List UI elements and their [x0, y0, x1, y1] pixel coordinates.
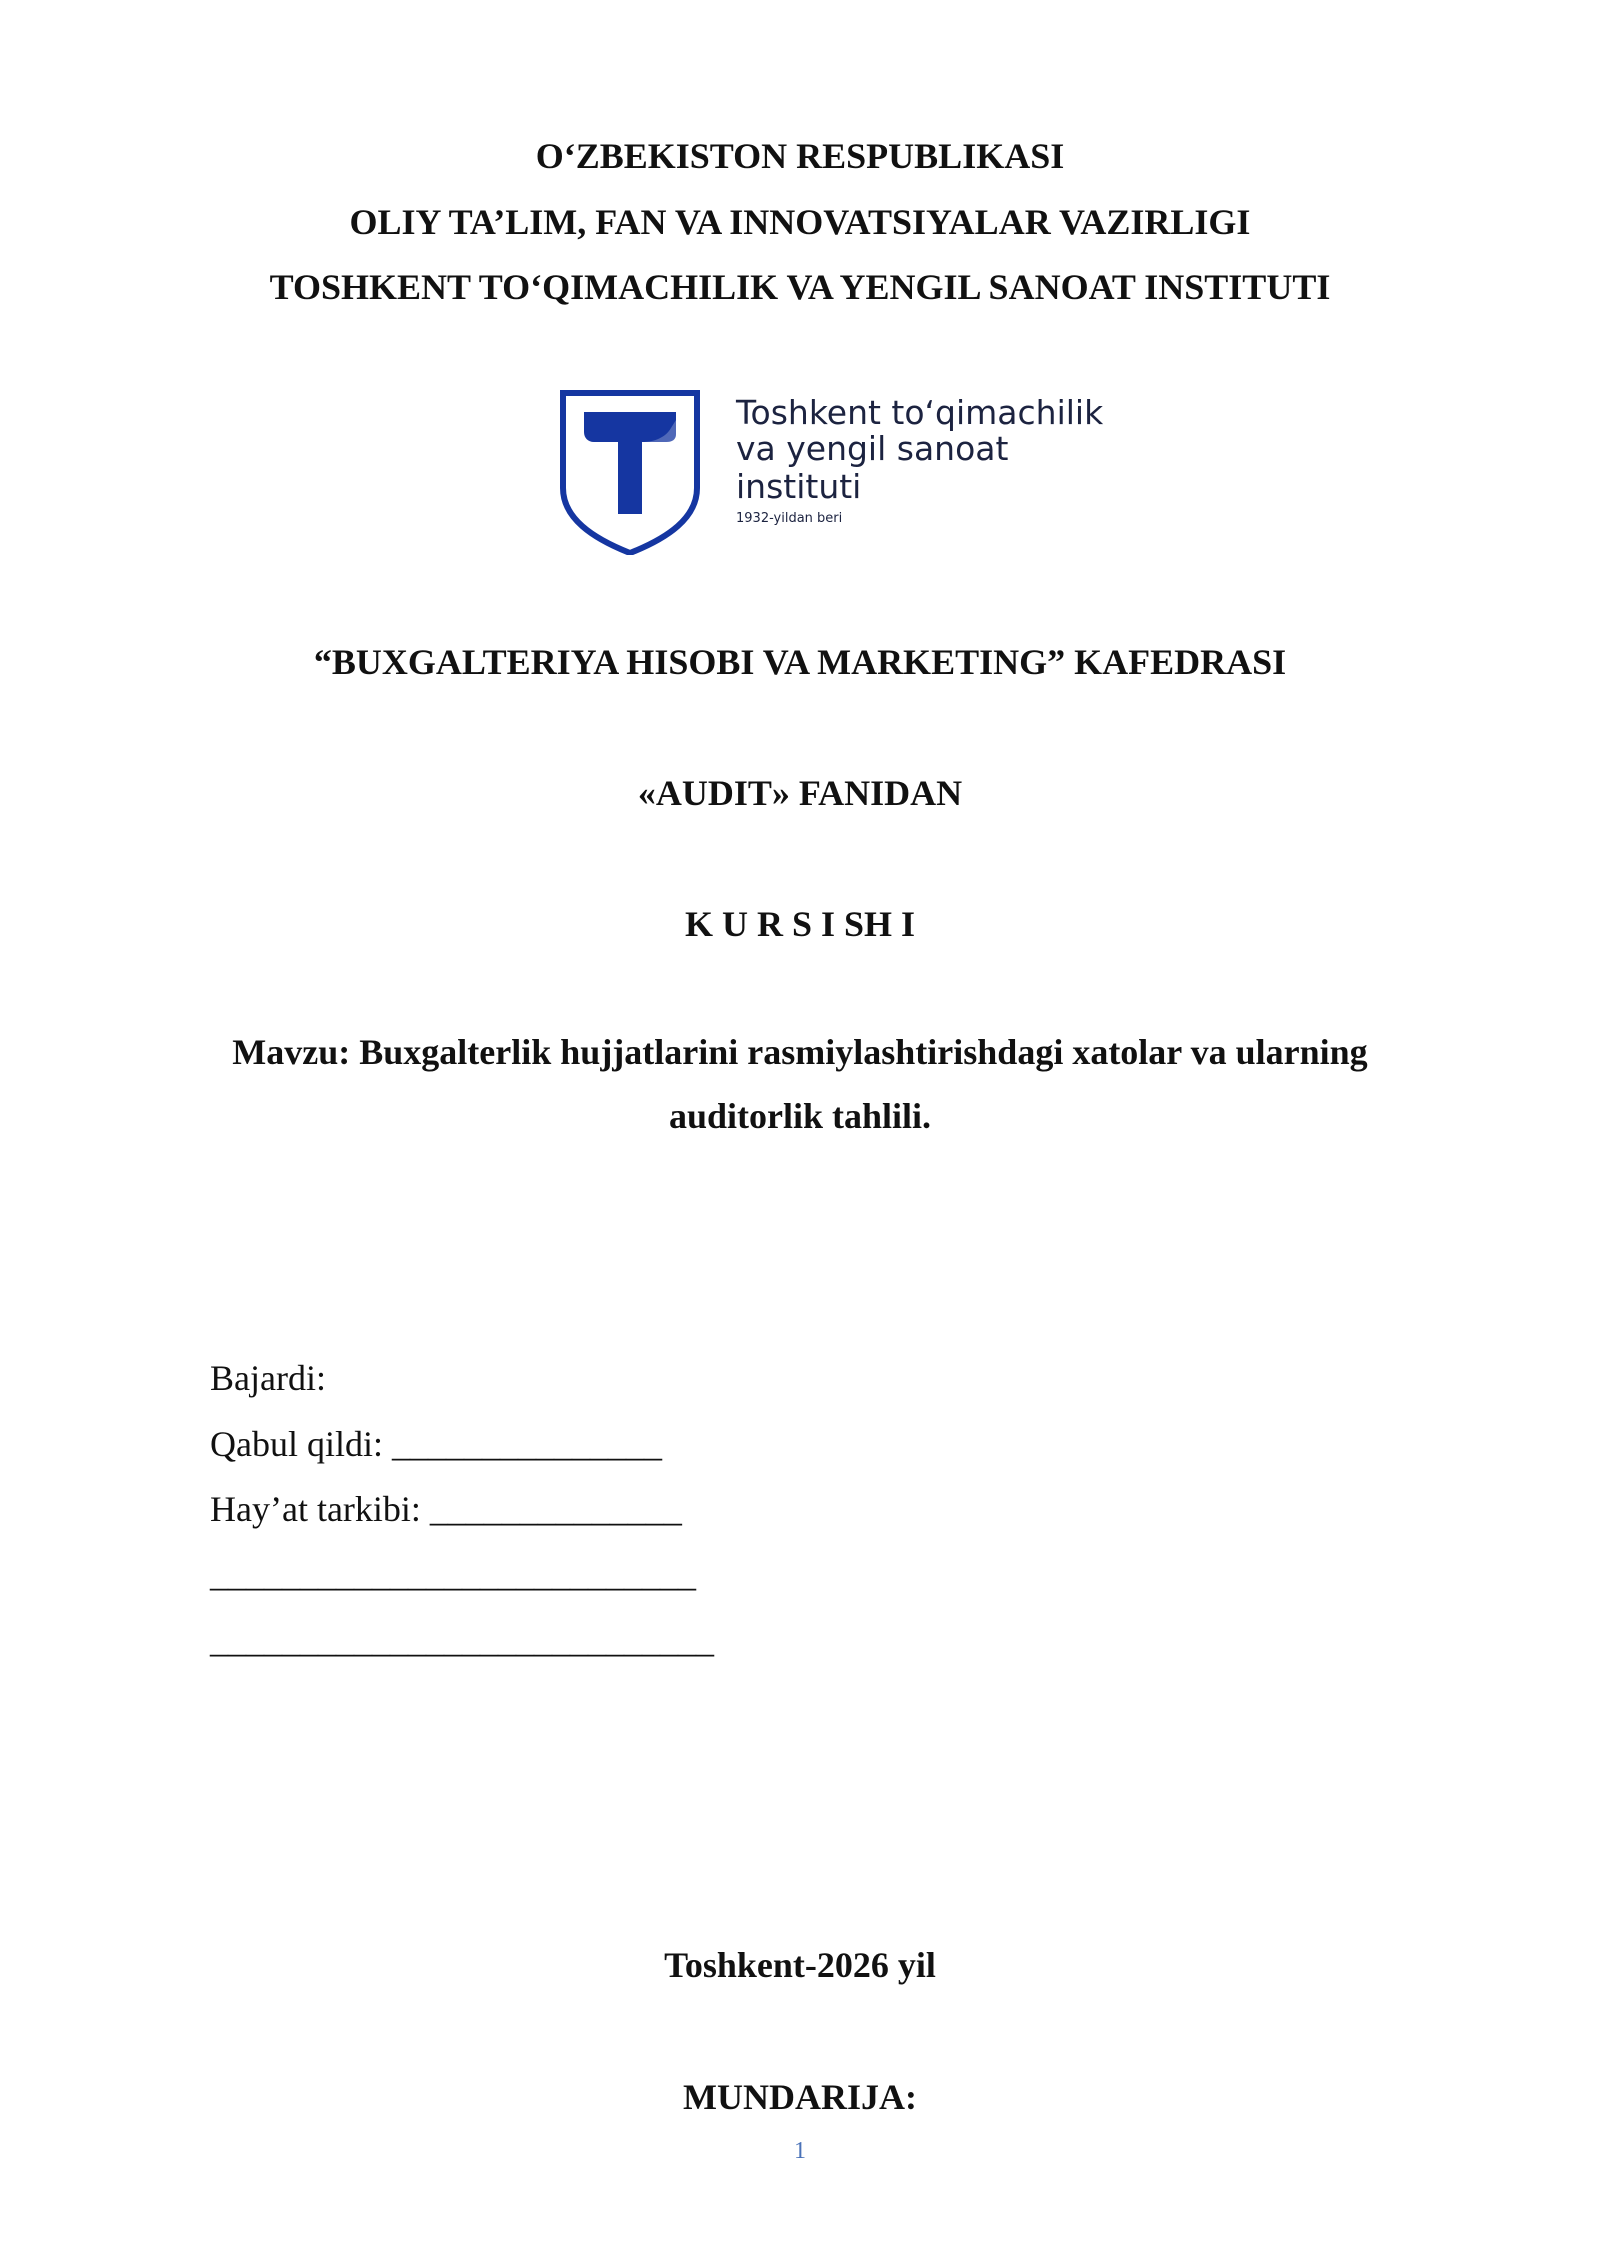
logo-text-line2: va yengil sanoat	[736, 429, 1009, 468]
blank-signature-line-2: ____________________________	[210, 1620, 714, 1660]
blank-signature-line-1: ___________________________	[210, 1554, 696, 1594]
accepted-by-line: Qabul qildi: _______________	[210, 1424, 662, 1464]
logo-tagline: 1932-yildan beri	[736, 511, 843, 526]
topic-block	[200, 1020, 1400, 1148]
committee-line: Hay’at tarkibi: ______________	[210, 1489, 682, 1529]
institute-logo	[560, 390, 1120, 560]
ministry-republic-line: O‘ZBEKISTON RESPUBLIKASI	[535, 136, 1065, 176]
institute-name-line: TOSHKENT TO‘QIMACHILIK VA YENGIL SANOAT INSTITUTI	[269, 267, 1331, 307]
topic-line2: auditorlik tahlili.	[668, 1096, 932, 1136]
department-title: “BUXGALTERIYA HISOBI VA MARKETING” KAFEDRASI	[313, 642, 1287, 682]
logo-text-line3: instituti	[736, 467, 862, 506]
logo-text-line1: Toshkent to‘qimachilik	[736, 393, 1104, 432]
page-number: 1	[794, 2138, 806, 2164]
institute-shield-logo-icon	[560, 390, 700, 555]
city-year: Toshkent-2026 yil	[664, 1945, 936, 1985]
contents-heading: MUNDARIJA:	[683, 2077, 917, 2117]
ministry-name-line: OLIY TA’LIM, FAN VA INNOVATSIYALAR VAZIRLIGI	[349, 202, 1251, 242]
performed-by-label: Bajardi:	[210, 1358, 326, 1398]
subject-title: «AUDIT» FANIDAN	[637, 773, 963, 813]
topic-line1: Mavzu: Buxgalterlik hujjatlarini rasmiylashtirishdagi xatolar va ularning	[232, 1032, 1368, 1072]
work-type-title: K U R S I SH I	[684, 904, 916, 944]
